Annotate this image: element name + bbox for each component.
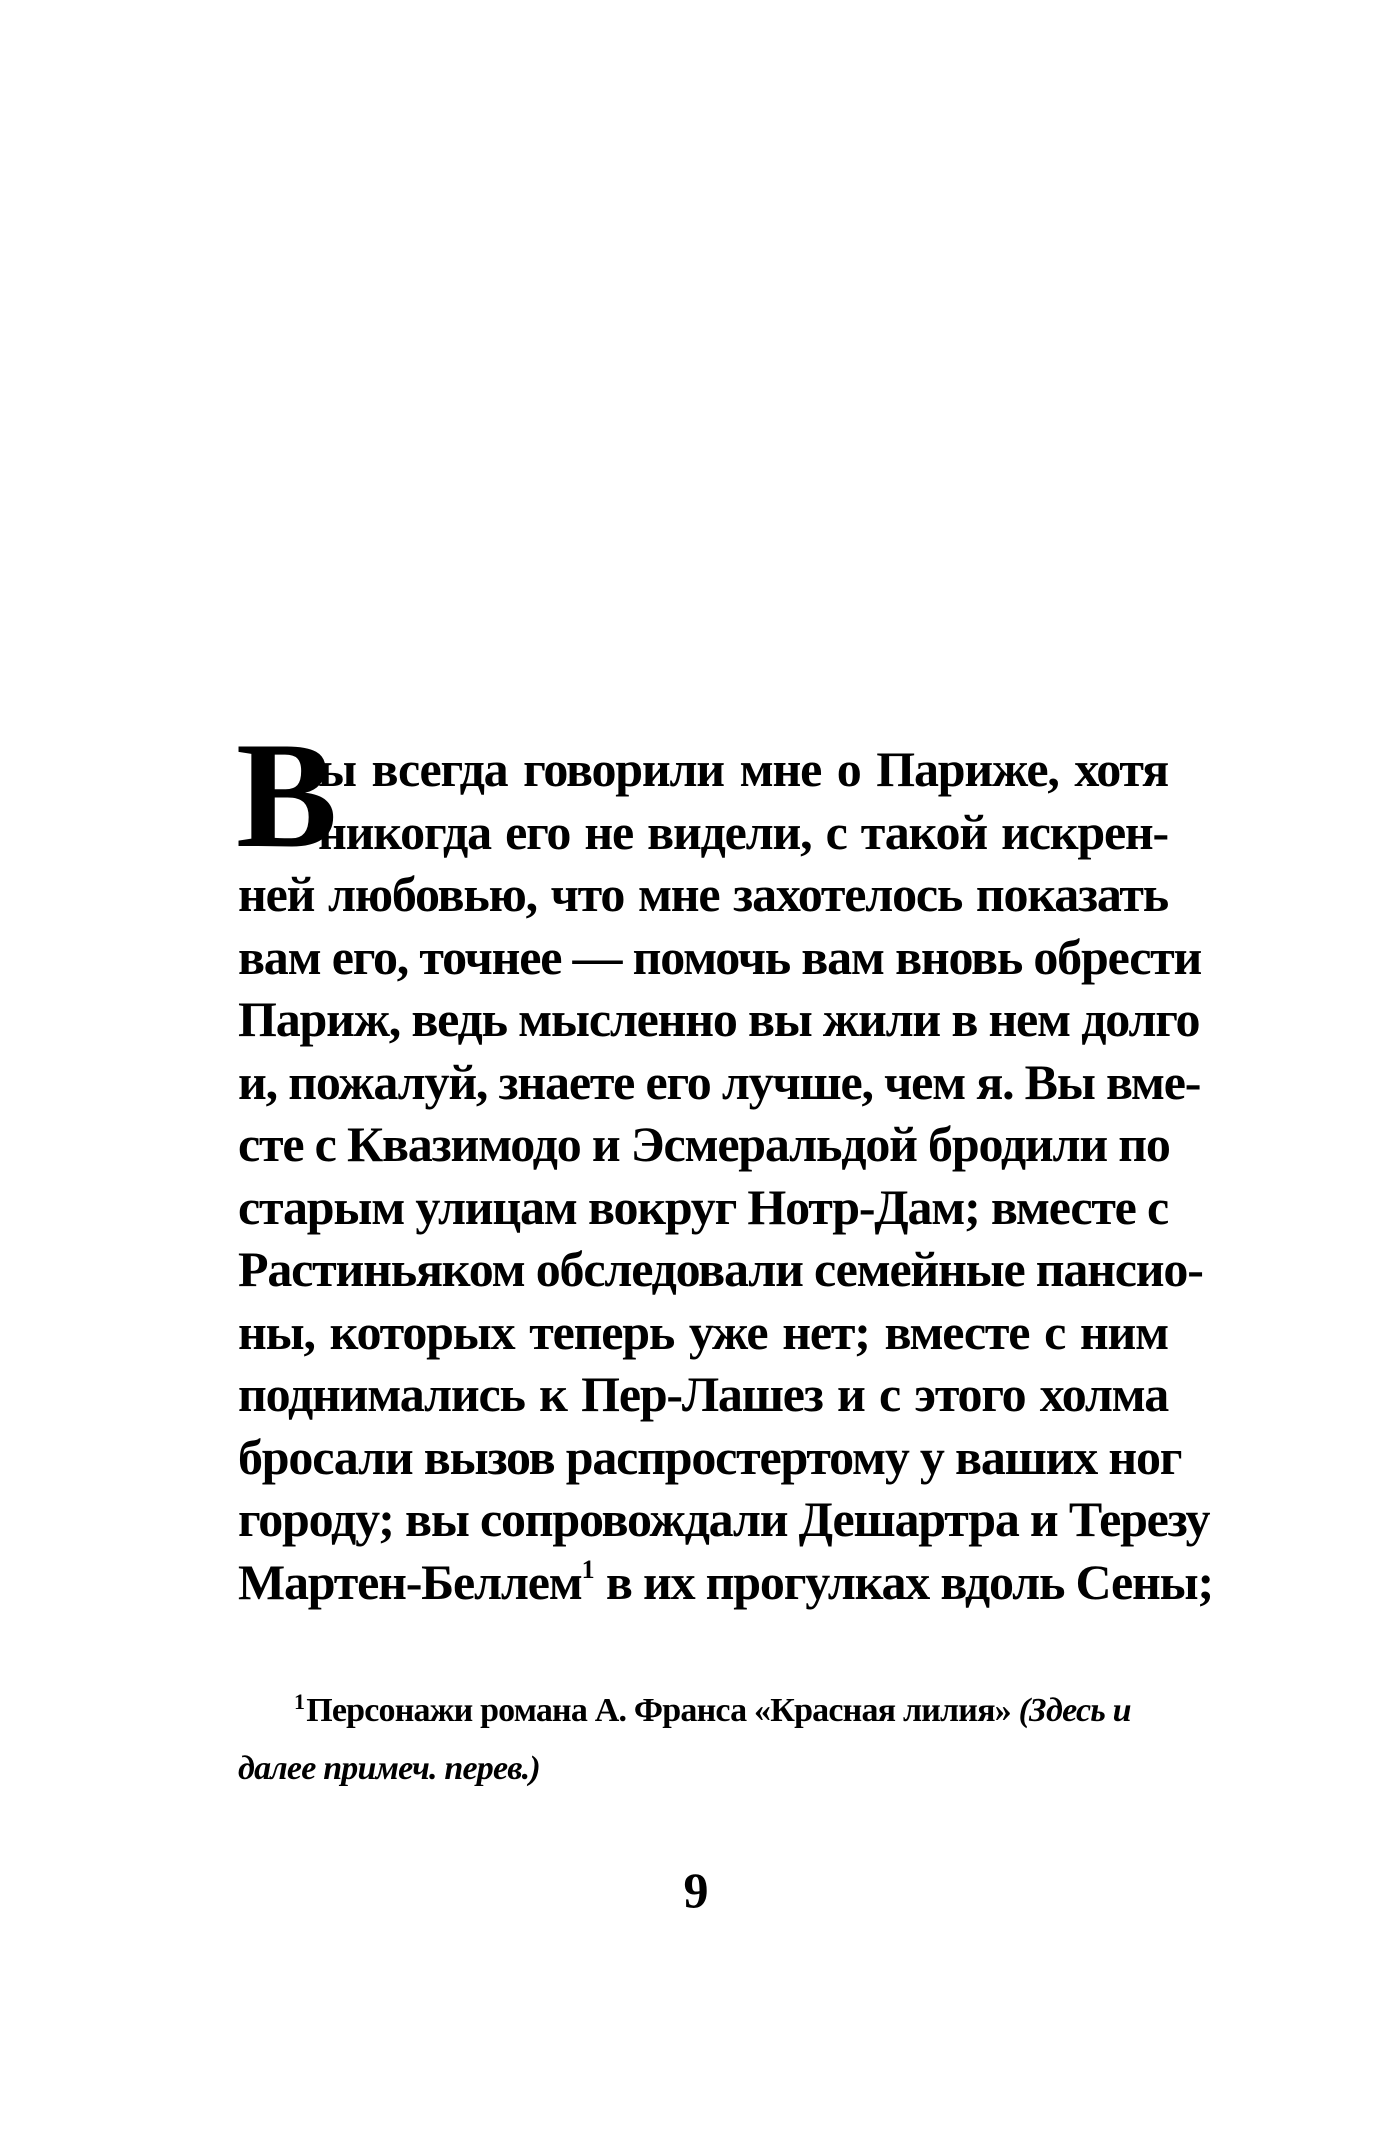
paragraph-line: ы всегда говорили мне о Париже, хотя [318, 741, 1168, 797]
paragraph-last-line [238, 1551, 1213, 1614]
footnote [238, 1683, 1168, 1796]
main-paragraph [238, 738, 1213, 1613]
last-line-start: Мартен-Беллем [238, 1553, 582, 1610]
footnote-line-2: далее примеч. перев.) [238, 1750, 540, 1787]
footnote-text: Персонажи романа А. Франса «Красная лилия» [306, 1692, 1019, 1729]
paragraph-line: сте с Квазимодо и Эсмеральдой бродили по [238, 1116, 1170, 1172]
paragraph-line: бросали вызов распростертому у ваших ног [238, 1428, 1182, 1485]
paragraph-line: поднимались к Пер-Лашез и с этого холма [238, 1366, 1168, 1422]
footnote-mark: 1 [294, 1689, 305, 1714]
paragraph-line: ны, которых теперь уже нет; вместе с ним [238, 1303, 1168, 1360]
footnote-line [238, 1683, 1168, 1741]
paragraph-line: никогда его не видели, с такой искрен- [318, 803, 1168, 860]
paragraph-line: вам его, точнее — помочь вам вновь обрести [238, 928, 1202, 985]
paragraph-line: Париж, ведь мысленно вы жили в нем долго [238, 991, 1200, 1047]
footnote-reference[interactable]: 1 [581, 1554, 595, 1584]
paragraph-line: ней любовью, что мне захотелось показать [238, 866, 1168, 922]
last-line-end: в их прогулках вдоль Сены; [594, 1553, 1213, 1610]
paragraph-line: и, пожалуй, знаете его лучше, чем я. Вы вме- [238, 1053, 1201, 1110]
paragraph-line: городу; вы сопровождали Дешартра и Терезу [238, 1491, 1210, 1547]
footnote-translator-note: (Здесь и [1018, 1692, 1131, 1729]
paragraph-line: старым улицам вокруг Нотр-Дам; вместе с [238, 1178, 1168, 1235]
page-number: 9 [683, 1862, 709, 1918]
paragraph-line: Растиньяком обследовали семейные пансио- [238, 1241, 1203, 1297]
drop-cap: В [236, 711, 338, 879]
